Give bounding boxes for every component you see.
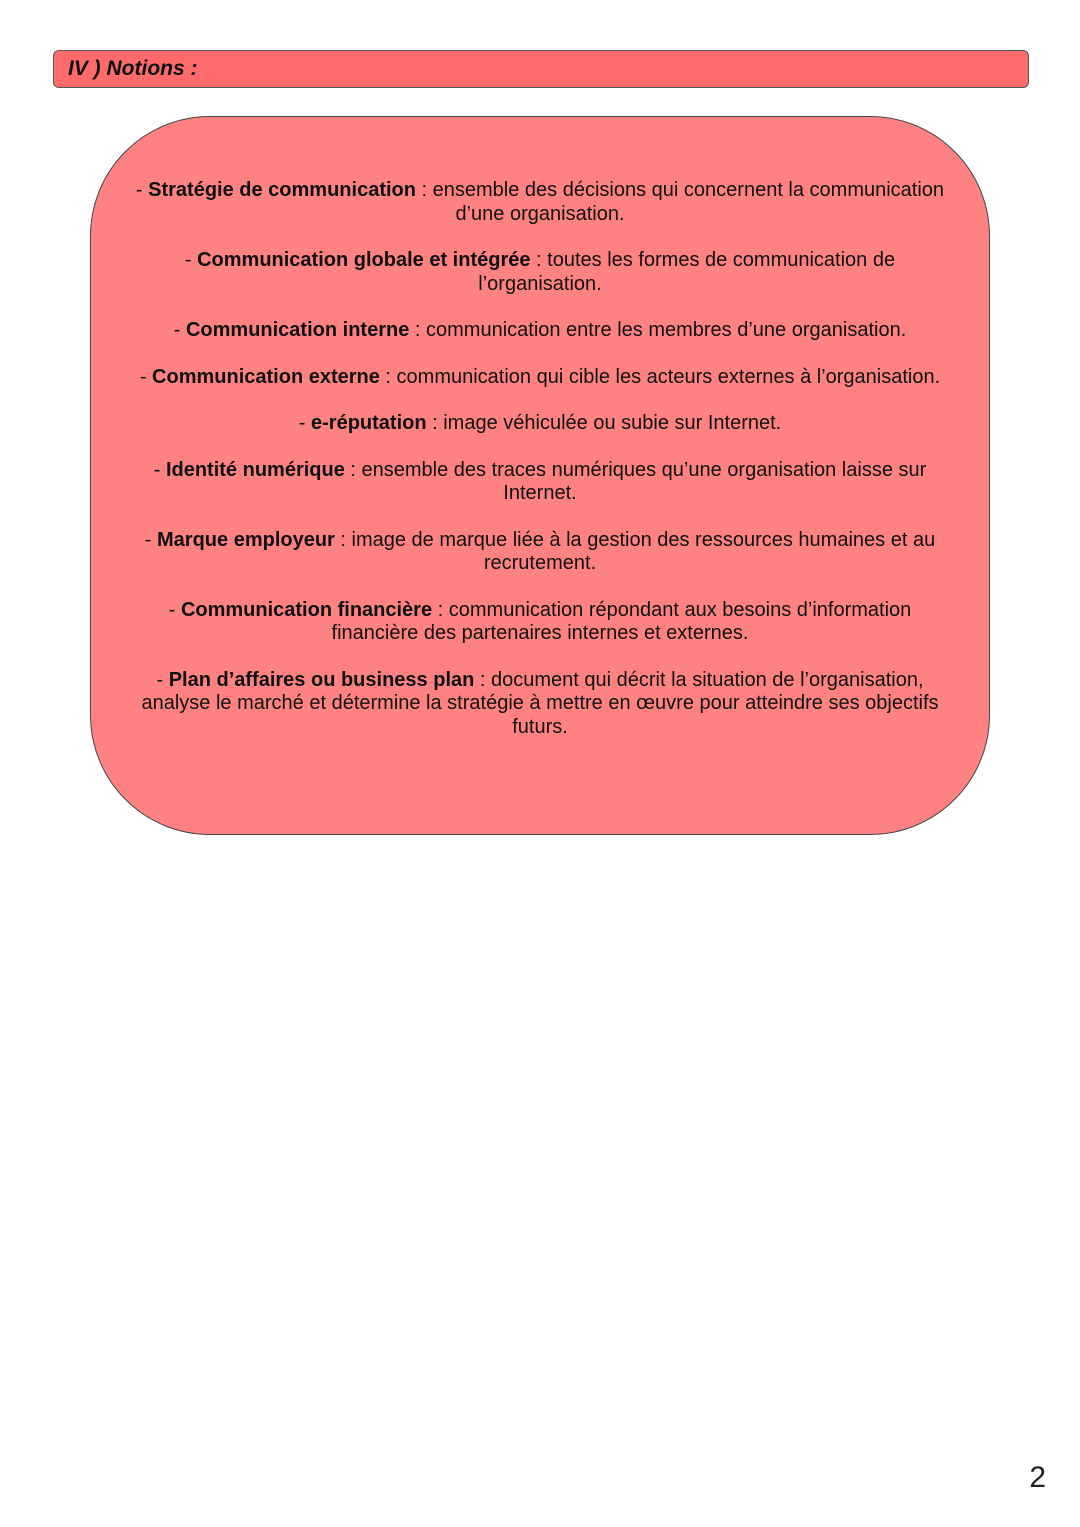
notion-item: - Marque employeur : image de marque liée à la gestion des ressources humaines et au recrutement.: [144, 528, 936, 574]
notion-term: Stratégie de communication: [148, 179, 416, 201]
notion-term: e-réputation: [311, 412, 427, 434]
notion-term: Identité numérique: [165, 458, 345, 481]
notion-item: - Plan d’affaires ou business plan : document qui décrit la situation de l’organisation, analyse le marché et détermine la stratégie à mettre en œuvre pour atteindre ses objectifs futurs.: [141, 668, 939, 738]
page-number: 2: [1029, 1461, 1046, 1494]
notion-term: Communication financière: [180, 598, 433, 621]
notion-item: - Communication financière : communication répondant aux besoins d’information financière des partenaires internes et externes.: [168, 598, 912, 644]
notion-term: Communication globale et intégrée: [197, 249, 531, 271]
notion-definition: communication qui cible les acteurs externes à l’organisation.: [396, 365, 941, 388]
notion-definition: ensemble des traces numériques qu’une organisation laisse sur Internet.: [361, 458, 927, 504]
notion-item: - e-réputation : image véhiculée ou subie sur Internet.: [298, 412, 782, 434]
section-header: [53, 50, 1029, 88]
section-title: IV ) Notions :: [68, 57, 198, 80]
notion-item: - Communication interne : communication entre les membres d’une organisation.: [173, 319, 907, 341]
notions-box: [90, 116, 990, 835]
notion-definition: image de marque liée à la gestion des ressources humaines et au recrutement.: [351, 528, 936, 574]
notion-definition: image véhiculée ou subie sur Internet.: [443, 412, 782, 434]
notion-item: - Stratégie de communication : ensemble des décisions qui concernent la communication d’une organisation.: [135, 179, 945, 225]
notion-definition: communication entre les membres d’une organisation.: [426, 319, 907, 341]
notion-term: Communication interne: [185, 319, 410, 341]
notion-definition: toutes les formes de communication de l’organisation.: [478, 249, 896, 295]
notion-item: - Communication externe : communication qui cible les acteurs externes à l’organisation.: [139, 365, 941, 388]
notion-term: Marque employeur: [157, 528, 335, 551]
notion-term: Communication externe: [152, 365, 380, 388]
notion-definition: ensemble des décisions qui concernent la communication d’une organisation.: [432, 179, 945, 225]
notion-definition: communication répondant aux besoins d’information financière des partenaires internes et externes.: [331, 598, 912, 644]
notion-term: Plan d’affaires ou business plan: [168, 668, 475, 691]
notion-item: - Communication globale et intégrée : toutes les formes de communication de l’organisation.: [184, 249, 896, 295]
notion-item: - Identité numérique : ensemble des traces numériques qu’une organisation laisse sur Internet.: [153, 458, 927, 504]
notions-list: [131, 179, 949, 762]
notion-definition: document qui décrit la situation de l’organisation, analyse le marché et détermine la stratégie à mettre en œuvre pour atteindre ses objectifs futurs.: [141, 668, 939, 738]
